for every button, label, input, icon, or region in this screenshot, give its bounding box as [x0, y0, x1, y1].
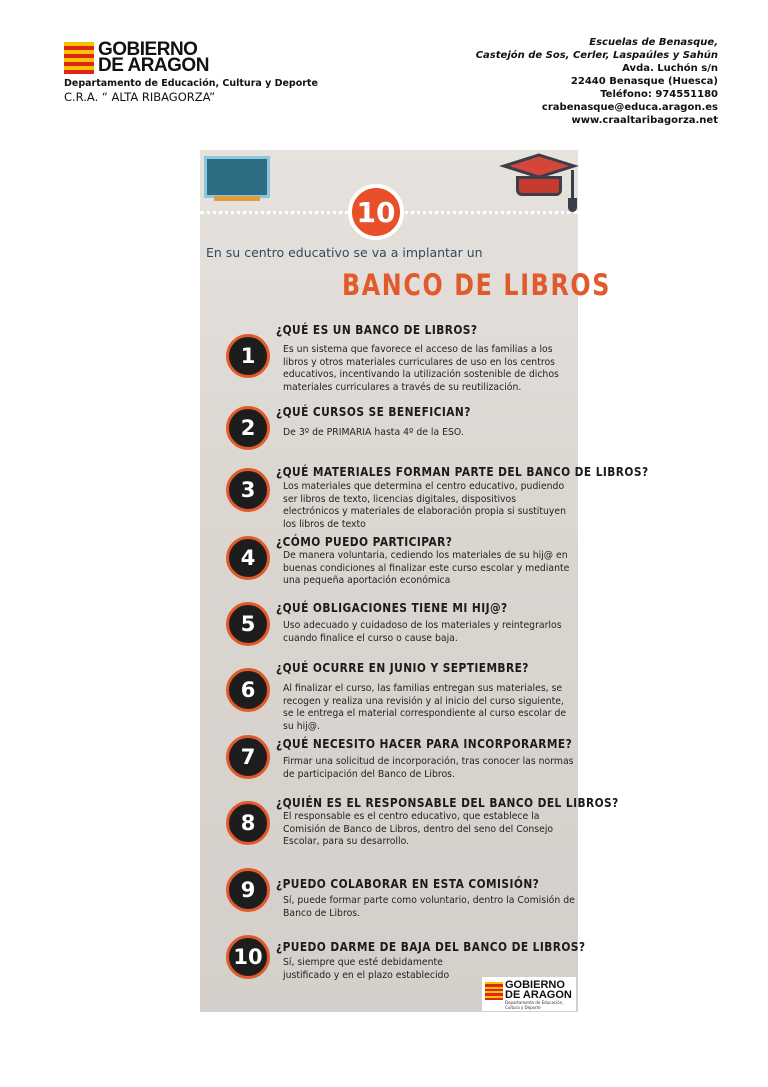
- item-answer: De 3º de PRIMARIA hasta 4º de la ESO.: [283, 427, 464, 438]
- aragon-flag-icon: [485, 982, 503, 1000]
- address-line: Escuelas de Benasque,: [589, 37, 718, 48]
- footer-logo-line1: GOBIERNO: [505, 979, 565, 991]
- phone-line: Teléfono: 974551180: [600, 89, 718, 100]
- chalkboard-tray-icon: [214, 196, 260, 201]
- top-number-badge: 10: [348, 184, 404, 240]
- email-line: crabenasque@educa.aragon.es: [541, 102, 718, 113]
- item-number-badge: 9: [226, 868, 270, 912]
- gobierno-aragon-logo: [64, 39, 318, 76]
- graduation-cap-base-icon: [516, 176, 562, 196]
- chalkboard-icon: [204, 156, 270, 198]
- item-answer: Uso adecuado y cuidadoso de los materiales y reintegrarlos cuando finalice el curso o cause baja.: [283, 620, 562, 644]
- item-question: ¿CÓMO PUEDO PARTICIPAR?: [276, 534, 453, 549]
- item-question: ¿PUEDO COLABORAR EN ESTA COMISIÓN?: [276, 876, 540, 891]
- item-number-badge: 7: [226, 735, 270, 779]
- item-number-badge: 10: [226, 935, 270, 979]
- school-name: C.R.A. “ ALTA RIBAGORZA”: [64, 90, 216, 104]
- department-name: Departamento de Educación, Cultura y Deporte: [64, 78, 318, 89]
- footer-logo-line2: DE ARAGON: [505, 989, 572, 1001]
- item-question: ¿QUIÉN ES EL RESPONSABLE DEL BANCO DEL LIBROS?: [276, 795, 619, 810]
- item-number-badge: 5: [226, 602, 270, 646]
- address-line: Avda. Luchón s/n: [622, 63, 718, 74]
- item-answer: Es un sistema que favorece el acceso de las familias a los libros y otros materiales curriculares de uso en los centros educativos, incentivando la utilización sostenible de dichos materiales curriculares a través de su reutilización.: [283, 344, 559, 393]
- item-question: ¿QUÉ OBLIGACIONES TIENE MI HIJ@?: [276, 600, 508, 615]
- poster-title: BANCO DE LIBROS: [342, 268, 612, 302]
- item-answer: Firmar una solicitud de incorporación, tras conocer las normas de participación del Banco de Libros.: [283, 756, 574, 780]
- logo-line2: DE ARAGON: [98, 55, 209, 76]
- address-block: [476, 36, 718, 127]
- logo-line1: GOBIERNO: [98, 39, 198, 60]
- item-number-badge: 6: [226, 668, 270, 712]
- item-answer: Los materiales que determina el centro educativo, pudiendo ser libros de texto, licencias digitales, dispositivos electrónicos y materiales de elaboración propia si sustituyen los libros de texto: [283, 481, 567, 530]
- item-question: ¿QUÉ MATERIALES FORMAN PARTE DEL BANCO DE LIBROS?: [276, 464, 649, 479]
- item-question: ¿QUÉ OCURRE EN JUNIO Y SEPTIEMBRE?: [276, 660, 529, 675]
- infographic-poster: [200, 150, 649, 1012]
- item-number-badge: 2: [226, 406, 270, 450]
- intro-text: En su centro educativo se va a implantar un: [206, 245, 483, 260]
- item-answer: Sí, siempre que esté debidamente justificado y en el plazo establecido: [283, 957, 450, 981]
- address-line: Castejón de Sos, Cerler, Laspaúles y Sahún: [475, 50, 718, 61]
- tassel-end-icon: [568, 198, 577, 212]
- header-left: [64, 39, 318, 104]
- website-line: www.craaltaribagorza.net: [571, 115, 718, 126]
- tassel-icon: [571, 170, 574, 200]
- item-question: ¿QUÉ ES UN BANCO DE LIBROS?: [276, 322, 478, 337]
- item-number-badge: 8: [226, 801, 270, 845]
- item-answer: Al finalizar el curso, las familias entregan sus materiales, se recogen y realiza una revisión y al inicio del curso siguiente, se le entrega el material correspondiente al curso escolar de su hij@.: [283, 683, 567, 732]
- item-number-badge: 1: [226, 334, 270, 378]
- footer-logo-subtitle: Departamento de Educación, Cultura y Deporte: [505, 1000, 564, 1010]
- item-number-badge: 3: [226, 468, 270, 512]
- footer-logo: [482, 977, 576, 1011]
- item-question: ¿QUÉ NECESITO HACER PARA INCORPORARME?: [276, 736, 573, 751]
- item-number-badge: 4: [226, 536, 270, 580]
- aragon-flag-icon: [64, 42, 94, 74]
- address-line: 22440 Benasque (Huesca): [570, 76, 718, 87]
- item-answer: Sí, puede formar parte como voluntario, dentro la Comisión de Banco de Libros.: [283, 895, 575, 919]
- item-question: ¿QUÉ CURSOS SE BENEFICIAN?: [276, 404, 471, 419]
- item-answer: De manera voluntaria, cediendo los materiales de su hij@ en buenas condiciones al finalizar este curso escolar y mediante una pequeña aportación económica: [283, 550, 570, 587]
- item-question: ¿PUEDO DARME DE BAJA DEL BANCO DE LIBROS?: [276, 939, 586, 954]
- item-answer: El responsable es el centro educativo, que establece la Comisión de Banco de Libros, dentro del seno del Consejo Escolar, para su desarrollo.: [283, 811, 554, 848]
